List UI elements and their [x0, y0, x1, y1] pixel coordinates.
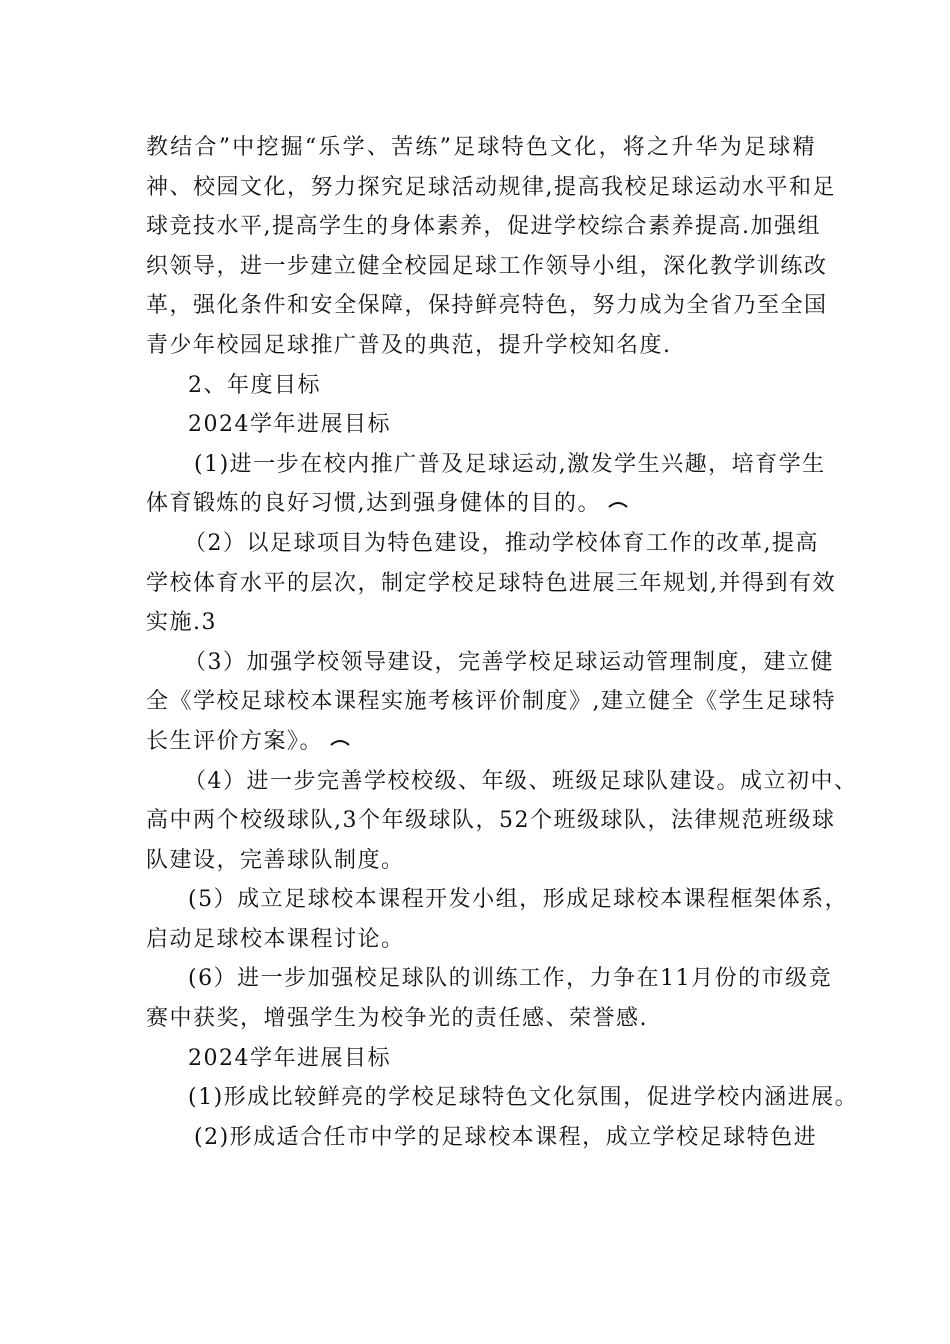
- list-item-line: (1)进一步在校内推广普及足球运动,激发学生兴趣，培育学生: [194, 451, 826, 477]
- list-item-line: (5）成立足球校本课程开发小组，形成足球校本课程框架体系，: [188, 887, 849, 913]
- list-item-line: 队建设，完善球队制度。: [146, 847, 405, 873]
- list-item-line: 高中两个校级球队,3个年级球队，52个班级球队，法律规范班级球: [146, 808, 836, 834]
- list-item-line: 赛中获奖，增强学生为校争光的责任感、荣誉感.: [146, 1006, 648, 1032]
- list-item-line: 学校体育水平的层次，制定学校足球特色进展三年规划,并得到有效: [146, 570, 836, 596]
- paragraph-line: 神、校园文化，努力探究足球活动规律,提高我校足球运动水平和足: [146, 174, 836, 200]
- list-item-line: （4）进一步完善学校校级、年级、班级足球队建设。成立初中、: [184, 768, 858, 794]
- subsection-heading: 2024学年进展目标: [188, 1045, 391, 1071]
- subsection-heading: 2024学年进展目标: [188, 412, 391, 438]
- section-heading: 2、年度目标: [188, 372, 321, 398]
- list-item-text: 体育锻炼的良好习惯,达到强身健体的目的。: [146, 491, 601, 517]
- document-body: [146, 128, 859, 1157]
- list-item-line: [146, 722, 816, 762]
- list-item-line: (1)形成比较鲜亮的学校足球特色文化氛围，促进学校内涵进展。: [188, 1085, 859, 1111]
- annotation-mark-icon: [329, 737, 351, 747]
- list-item-line: （2）以足球项目为特色建设，推动学校体育工作的改革,提高: [184, 530, 819, 556]
- list-item-line: 实施.3: [146, 610, 217, 636]
- paragraph-line: 织领导，进一步建立健全校园足球工作领导小组，深化教学训练改: [146, 253, 828, 279]
- annotation-mark-icon: [607, 499, 629, 509]
- list-item-text: 长生评价方案》。: [146, 728, 324, 754]
- list-item-line: (2)形成适合任市中学的足球校本课程，成立学校足球特色进: [194, 1124, 818, 1150]
- list-item-line: （3）加强学校领导建设，完善学校足球运动管理制度，建立健: [184, 649, 834, 675]
- list-item-line: [146, 484, 816, 524]
- list-item-line: 启动足球校本课程讨论。: [146, 926, 405, 952]
- paragraph-line: 青少年校园足球推广普及的典范，提升学校知名度.: [146, 332, 672, 358]
- list-item-line: 全《学校足球校本课程实施考核评价制度》,建立健全《学生足球特: [146, 689, 836, 715]
- paragraph-line: 球竞技水平,提高学生的身体素养，促进学校综合素养提高.加强组: [146, 214, 821, 240]
- list-item-line: (6）进一步加强校足球队的训练工作，力争在11月份的市级竞: [188, 966, 833, 992]
- paragraph-line: 革，强化条件和安全保障，保持鲜亮特色，努力成为全省乃至全国: [146, 293, 828, 319]
- paragraph-line: 教结合”中挖掘“乐学、苦练”足球特色文化，将之升华为足球精: [146, 135, 816, 160]
